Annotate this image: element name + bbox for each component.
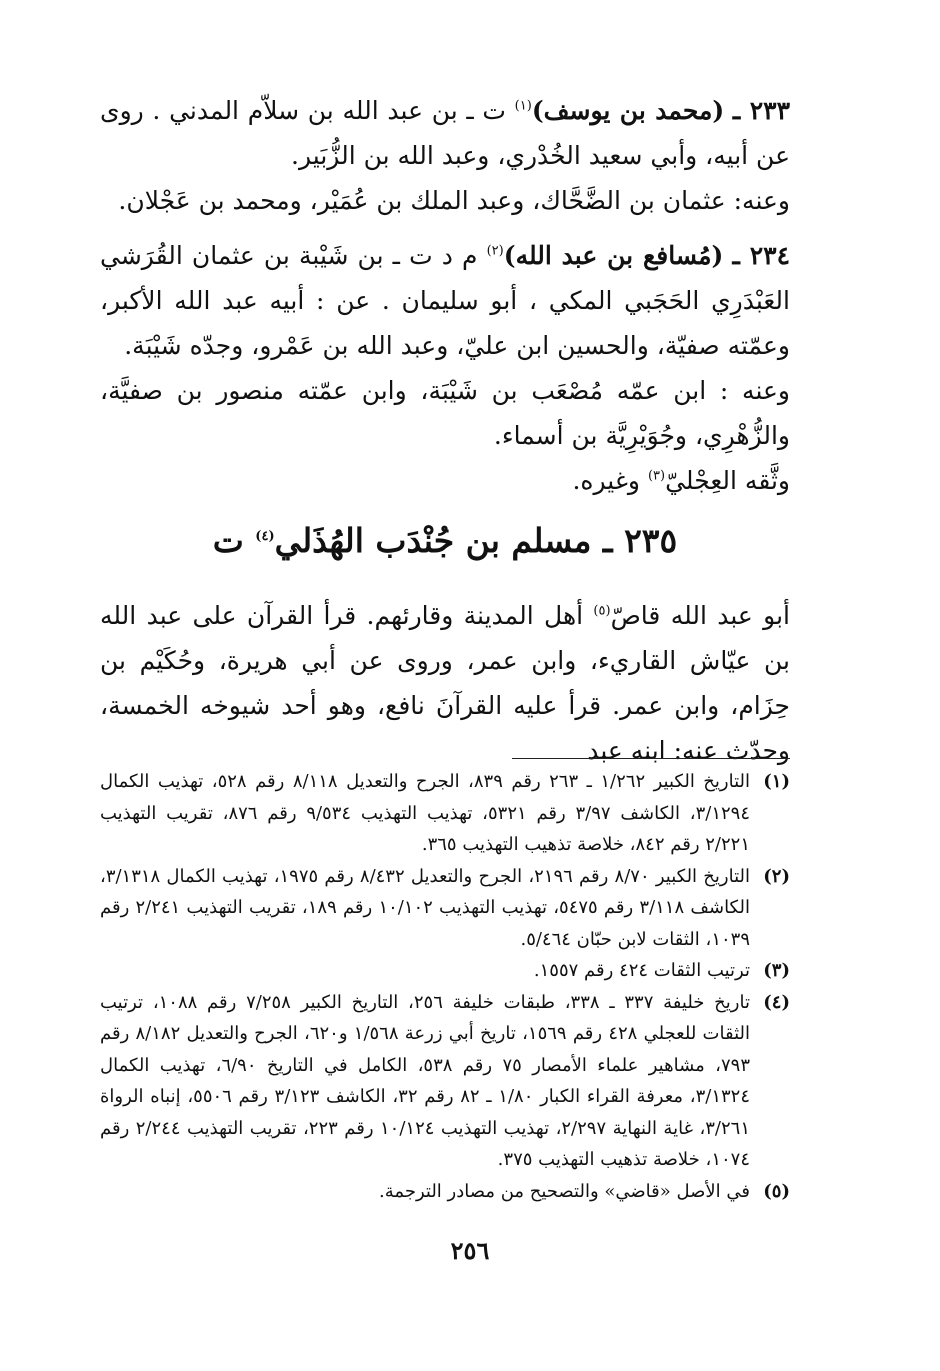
footnote-divider bbox=[512, 758, 790, 759]
footnote-ref[interactable]: (٣) bbox=[647, 468, 666, 484]
heading-after: ت bbox=[212, 521, 256, 560]
page-number: ٢٥٦ bbox=[450, 1236, 490, 1265]
entry-233 bbox=[100, 88, 790, 223]
footnote-ref[interactable]: (٥) bbox=[593, 603, 611, 619]
entry-text-cont: أهل المدينة وقارئهم. قرأ القرآن على عبد الله بن عيّاش القاريء، وابن عمر، وروى عن أبي هريرة، وحُكَيْم بن حِزَام، وابن عمر. قرأ عليه القرآنَ نافع، وهو أحد شيوخه الخمسة، وحدّث عنه: ابنه عبد bbox=[100, 601, 790, 765]
entry-235-paragraph bbox=[100, 593, 790, 773]
entry-234 bbox=[100, 233, 790, 503]
entry-233-students: وعنه: عثمان بن الضَّحَّاك، وعبد الملك بن عُمَيْر، ومحمد بن عَجْلان. bbox=[118, 186, 790, 215]
entry-234-grading bbox=[100, 458, 790, 503]
entry-234-paragraph bbox=[100, 233, 790, 368]
footnote-ref[interactable]: (١) bbox=[514, 98, 532, 114]
footnote-label: (٢) bbox=[763, 865, 790, 887]
footnote-label: (١) bbox=[763, 771, 790, 792]
entry-name: (مُسافع بن عبد الله) bbox=[503, 241, 724, 270]
footnote-ref[interactable]: (٢) bbox=[486, 243, 504, 259]
footnote bbox=[100, 861, 790, 956]
grading-after: وغيره. bbox=[572, 466, 648, 495]
entry-text: ت ـ بن عبد الله بن سلاّم المدني . روى عن أبيه، وأبي سعيد الخُدْري، وعبد الله بن الزُّبَير. bbox=[100, 96, 790, 170]
footnote-label: (٥) bbox=[763, 1180, 790, 1202]
footnote-text: ترتيب الثقات ٤٢٤ رقم ١٥٥٧. bbox=[533, 960, 750, 981]
entry-235 bbox=[100, 593, 790, 773]
footnote-text: في الأصل «قاضي» والتصحيح من مصادر الترجمة. bbox=[379, 1180, 750, 1202]
heading-text: ٢٣٥ ـ مسلم بن جُنْدَب الهُذَلي bbox=[274, 521, 678, 560]
footnote bbox=[100, 766, 790, 861]
footnote bbox=[100, 955, 790, 987]
entry-number: ٢٣٤ ـ bbox=[732, 241, 791, 270]
grading-text: وثَّقه العِجْليّ bbox=[665, 466, 790, 495]
footnote-label: (٤) bbox=[763, 991, 790, 1013]
footnote-text: تاريخ خليفة ٣٣٧ ـ ٣٣٨، طبقات خليفة ٢٥٦، التاريخ الكبير ٧/٢٥٨ رقم ١٠٨٨، ترتيب الثقات للعجلي ٤٢٨ رقم ١٥٦٩، تاريخ أبي زرعة ١/٥٦٨ و٦٢٠، الجرح والتعديل ٨/١٨٢ رقم ٧٩٣، مشاهير علماء الأمصار ٧٥ رقم ٥٣٨، الكامل في التاريخ ٦/٩٠، تهذيب الكمال ٣/١٣٢٤، معرفة القراء الكبار ١/٨٠ ـ ٨٢ رقم ٣٢، الكاشف ٣/١٢٣ رقم ٥٥٠٦، إنباه الرواة ٣/٢٦١، غاية النهاية ٢/٢٩٧، تهذيب التهذيب ١٠/١٢٤ رقم ٢٢٣، تقريب التهذيب ٢/٢٤٤ رقم ١٠٧٤، خلاصة تذهيب التهذيب ٣٧٥. bbox=[100, 991, 750, 1170]
entry-234-students: وعنه : ابن عمّه مُصْعَب بن شَيْبَة، وابن عمّته منصور بن صفيَّة، والزُّهْرِي، وجُوَيْرِيَّة بن أسماء. bbox=[100, 376, 790, 450]
footnote-label: (٣) bbox=[763, 960, 790, 981]
footnote bbox=[100, 987, 790, 1176]
footnote-ref[interactable]: (٤) bbox=[255, 529, 275, 544]
footnote-text: التاريخ الكبير ١/٢٦٢ ـ ٢٦٣ رقم ٨٣٩، الجرح والتعديل ٨/١١٨ رقم ٥٢٨، تهذيب الكمال ٣/١٢٩٤، الكاشف ٣/٩٧ رقم ٥٣٢١، تهذيب التهذيب ٩/٥٣٤ رقم ٨٧٦، تقريب التهذيب ٢/٢٢١ رقم ٨٤٢، خلاصة تذهيب التهذيب ٣٦٥. bbox=[100, 771, 751, 855]
entry-name: (محمد بن يوسف) bbox=[531, 96, 725, 125]
footnote-text: التاريخ الكبير ٨/٧٠ رقم ٢١٩٦، الجرح والتعديل ٨/٤٣٢ رقم ١٩٧٥، تهذيب الكمال ٣/١٣١٨، الكاشف ٣/١١٨ رقم ٥٤٧٥، تهذيب التهذيب ١٠/١٠٢ رقم ١٨٩، تقريب التهذيب ٢/٢٤١ رقم ١٠٣٩، الثقات لابن حبّان ٥/٤٦٤. bbox=[100, 865, 750, 950]
footnote bbox=[100, 1176, 790, 1208]
entry-text: م د ت ـ بن شَيْبة بن عثمان القُرَشي العَبْدَرِي الحَجَبي المكي ، أبو سليمان . عن : أبيه عبد الله الأكبر، وعمّته صفيّة، والحسين ابن عليّ، وعبد الله بن عَمْرو، وجدّه شَيْبَة. bbox=[100, 241, 790, 360]
entry-number: ٢٣٣ ـ bbox=[732, 96, 791, 125]
footnotes bbox=[100, 766, 790, 1207]
entry-233-paragraph bbox=[100, 88, 790, 178]
entry-235-heading bbox=[100, 519, 790, 563]
entry-text: أبو عبد الله قاصّ bbox=[610, 601, 790, 630]
